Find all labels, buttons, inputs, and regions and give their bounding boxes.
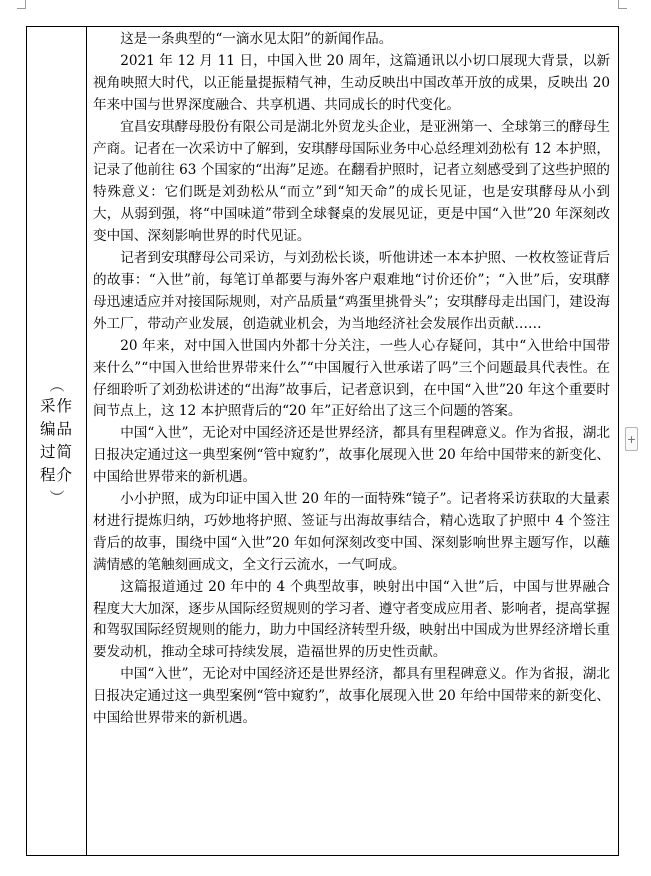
page-corner-mark-right [618,0,627,9]
document-table [26,26,619,856]
paragraph-2: 2021 年 12 月 11 日，中国入世 20 周年，这篇通讯以小切口展现大背景，以新视角映照大时代，以正能量提振精气神，生动反映出中国改革开放的成果，反映出 20 年来中国与世界深度融合、共享机遇、共同成长的时代变化。 [93,52,610,113]
paragraph-9: 中国“入世”，无论对中国经济还是世界经济，都具有里程碑意义。作为省报，湖北日报决定通过这一典型案例“管中窥豹”，故事化展现入世 20 年给中国带来的新变化、中国给世界带来的新机遇。 [93,666,610,727]
page-corner-mark-left [17,0,26,9]
content-cell[interactable] [87,27,618,855]
row-label-text: 采作编品过简程介 [39,397,73,484]
paragraph-8: 这篇报道通过 20 年中的 4 个典型故事，映射出中国“入世”后，中国与世界融合程度大大加深，逐步从国际经贸规则的学习者、遵守者变成应用者、影响者，提高掌握和驾驭国际经贸规则的能力，助力中国经济转型升级，映射出中国成为世界经济增长重要发动机，推动全球可持续发展，造福世界的历史性贡献。 [93,578,610,661]
paragraph-6: 中国“入世”，无论对中国经济还是世界经济，都具有里程碑意义。作为省报，湖北日报决定通过这一典型案例“管中窥豹”，故事化展现入世 20 年给中国带来的新变化、中国给世界带来的新机遇。 [93,425,610,486]
paragraph-7: 小小护照，成为印证中国入世 20 年的一面特殊“镜子”。记者将采访获取的大量素材进行提炼归纳，巧妙地将护照、签证与出海故事结合，精心选取了护照中 4 个签注背后的故事，围绕中国“入世”20 年如何深刻改变中国、深刻影响世界主题写作，以蘸满情感的笔触刻画成文，全文行云流水，一气呵成。 [93,491,610,573]
label-open-paren: （ [47,377,66,393]
add-table-row-button[interactable]: + [625,427,638,451]
paragraph-1: 这是一条典型的“一滴水见太阳”的新闻作品。 [120,31,393,47]
paragraph-3: 宜昌安琪酵母股份有限公司是湖北外贸龙头企业，是亚洲第一、全球第三的酵母生产商。记者在一次采访中了解到，安琪酵母国际业务中心总经理刘劲松有 12 本护照，记录了他前往 63 个国家的“出海”足迹。在翻看护照时，记者立刻感受到了这些护照的特殊意义：它们既是刘劲松从“而立”到“知天命”的成长见证，也是安琪酵母从小到大，从弱到强，将“中国味道”带到全球餐桌的发展见证，更是中国“入世”20 年深刻改变中国、深刻影响世界的时代见证。 [93,118,610,245]
label-close-paren: ） [47,489,66,505]
paragraph-4: 记者到安琪酵母公司采访，与刘劲松长谈，听他讲述一本本护照、一枚枚签证背后的故事：“入世”前，每笔订单都要与海外客户艰难地“讨价还价”；“入世”后，安琪酵母迅速适应并对接国际规则，对产品质量“鸡蛋里挑骨头”；安琪酵母走出国门，建设海外工厂，带动产业发展，创造就业机会，为当地经济社会发展作出贡献…… [93,250,610,332]
row-label-cell [27,27,87,855]
paragraph-5: 20 年来，对中国入世国内外都十分关注，一些人心存疑问，其中“入世给中国带来什么”“中国入世给世界带来什么”“中国履行入世承诺了吗”三个问题最具代表性。在仔细聆听了刘劲松讲述的“出海”故事后，记者意识到，在中国“入世”20 年这个重要时间节点上，这 12 本护照背后的“20 年”正好给出了这三个问题的答案。 [93,337,610,420]
